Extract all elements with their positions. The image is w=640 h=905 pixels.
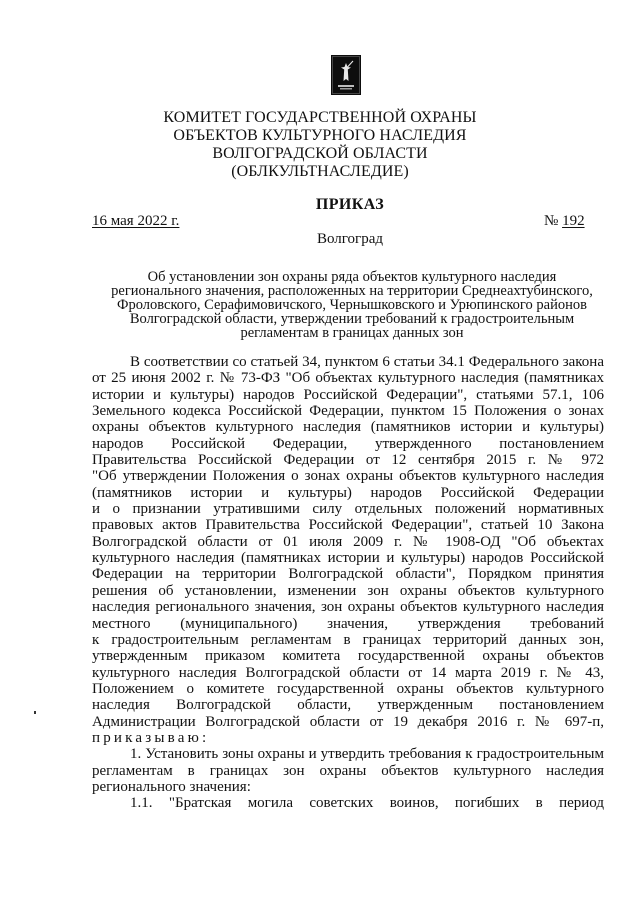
body-line: В соответствии со статьей 34, пунктом 6 статьи 34.1 Федерального закона xyxy=(130,354,604,370)
order-date: 16 мая 2022 г. xyxy=(92,213,180,229)
org-name-line-2: ОБЪЕКТОВ КУЛЬТУРНОГО НАСЛЕДИЯ xyxy=(173,127,467,144)
body-line: 1. Установить зоны охраны и утвердить требования к градостроительным xyxy=(130,746,604,763)
body-line: регламентам в границах зон охраны объектов культурного наследия xyxy=(92,762,604,779)
org-name-line-4: (ОБЛКУЛЬТНАСЛЕДИЕ) xyxy=(231,163,409,180)
order-number-prefix: № xyxy=(544,213,559,229)
order-directive: приказываю: xyxy=(92,729,210,746)
body-line: утвержденным приказом комитета государственной охраны объектов xyxy=(92,648,604,665)
body-line: Земельного кодекса Российской Федерации, пунктом 15 Положения о зонах xyxy=(92,403,604,420)
order-title: ПРИКАЗ xyxy=(315,196,385,213)
subject-line: Об установлении зон охраны ряда объектов культурного наследия xyxy=(147,269,557,285)
body-line: к градостроительным регламентам в границах территорий данных зон, xyxy=(92,631,604,648)
subject-line: Фроловского, Серафимовичского, Чернышковского и Урюпинского районов xyxy=(117,297,587,313)
body-line: местного (муниципального) значения, утверждения требований xyxy=(92,615,604,632)
body-line: охраны объектов культурного наследия (памятников истории и культуры) xyxy=(92,419,604,436)
scan-speck xyxy=(34,711,36,714)
body-line: от 25 июня 2002 г. № 73-ФЗ "Об объектах культурного наследия (памятниках xyxy=(92,370,604,387)
body-line: и о признании утратившими силу отдельных положений нормативных xyxy=(92,501,604,518)
body-line: правовых актов Правительства Российской Федерации", статьей 10 Закона xyxy=(92,517,604,534)
body-line: 1.1. "Братская могила советских воинов, погибших в период xyxy=(130,795,604,812)
coat-of-arms-icon xyxy=(331,55,361,95)
body-line: наследия Волгоградской области, утвержденным постановлением xyxy=(92,697,604,714)
order-city: Волгоград xyxy=(316,231,383,247)
org-name-line-3: ВОЛГОГРАДСКОЙ ОБЛАСТИ xyxy=(212,145,428,162)
body-line: "Об утверждении Положения о зонах охраны объектов культурного наследия xyxy=(92,468,604,485)
body-line: наследия регионального значения, зон охраны объектов культурного наследия xyxy=(92,599,604,616)
body-line: регионального значения: xyxy=(92,778,251,795)
body-line: Волгоградской области от 01 июля 2009 г. № 1908-ОД "Об объектах xyxy=(92,533,604,550)
body-line: культурного наследия (памятниках истории и культуры) народов Российской xyxy=(92,550,604,567)
subject-line: регионального значения, расположенных на территории Среднеахтубинского, xyxy=(111,283,593,299)
body-line: решения об установлении, изменении зон охраны объектов культурного xyxy=(92,582,604,599)
order-body xyxy=(92,354,604,812)
org-name-line-1: КОМИТЕТ ГОСУДАРСТВЕННОЙ ОХРАНЫ xyxy=(163,109,477,126)
subject-line: регламентам в границах данных зон xyxy=(240,325,464,341)
order-subject xyxy=(92,270,612,340)
body-line: Администрации Волгоградской области от 19 декабря 2016 г. № 697-п, xyxy=(92,713,604,730)
body-line: истории и культуры) народов Российской Федерации", статьями 57.1, 106 xyxy=(92,386,604,403)
order-number-value: 192 xyxy=(562,213,585,229)
body-line: народов Российской Федерации, утвержденного постановлением xyxy=(92,435,604,452)
body-line: (памятников истории и культуры) народов Российской Федерации xyxy=(92,484,604,501)
body-line: Правительства Российской Федерации от 12 сентября 2015 г. № 972 xyxy=(92,452,604,469)
subject-line: Волгоградской области, утверждении требований к градостроительным xyxy=(129,311,575,327)
order-number xyxy=(544,213,585,230)
body-line: Положением о комитете государственной охраны объектов культурного xyxy=(92,680,604,697)
body-line: культурного наследия Волгоградской области от 14 марта 2019 г. № 43, xyxy=(92,664,604,681)
body-line: Федерации на территории Волгоградской области", Порядком принятия xyxy=(92,566,604,583)
